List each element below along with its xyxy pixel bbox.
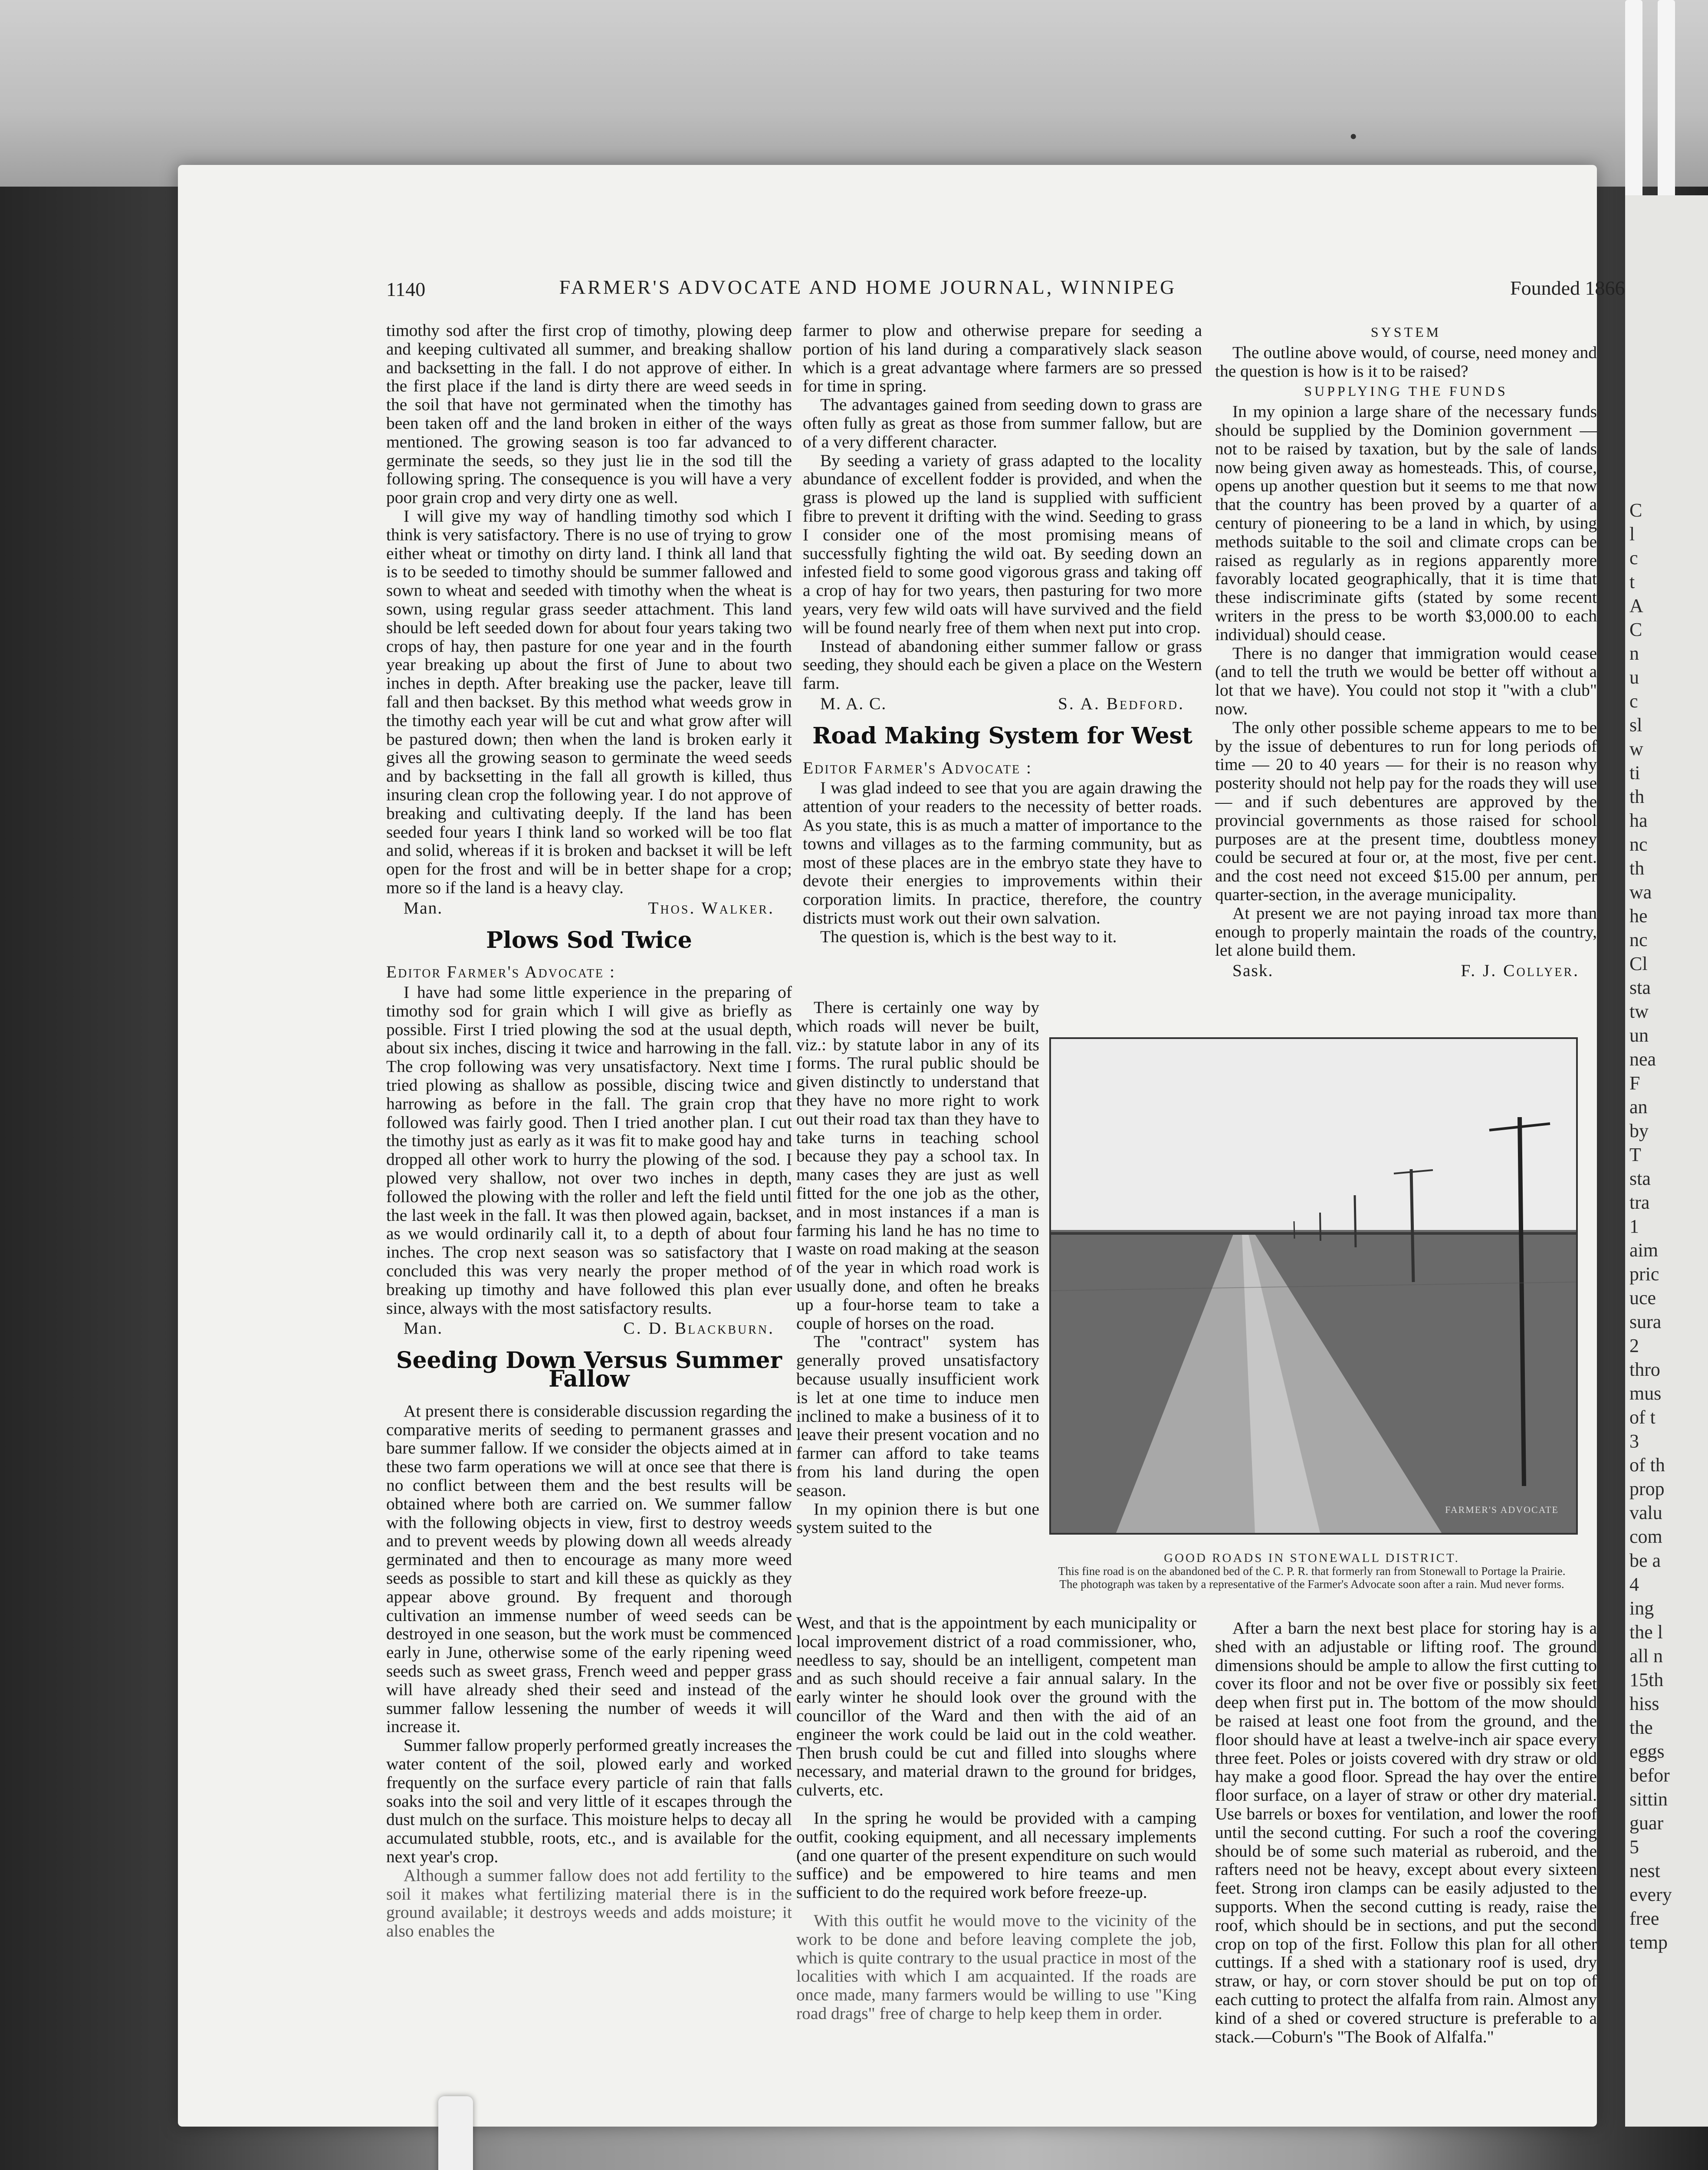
article-paragraph: Summer fallow properly performed greatly increases the water content of the soil, plowed early and worked frequently on the surface every particle of rain that falls soaks into the soil and very little of it escapes through the dust mulch on the surface. This moisture helps to decay all accumulated stubble, roots, etc., and is available for the next year's crop. — [386, 1736, 792, 1866]
facing-page-fragment: ha — [1629, 810, 1648, 831]
facing-page-fragment: of t — [1629, 1407, 1655, 1428]
facing-page-fragment: l — [1629, 523, 1635, 545]
facing-page-edge — [1625, 195, 1708, 2127]
facing-page-fragment: tw — [1629, 1001, 1649, 1022]
facing-page-fragment: valu — [1629, 1502, 1662, 1523]
facing-page-fragment: sl — [1629, 714, 1642, 736]
article-paragraph: At present we are not paying inroad tax more than enough to properly maintain the roads of the country, let alone build them. — [1215, 903, 1597, 960]
facing-page-fragment: be a — [1629, 1550, 1661, 1571]
facing-page-fragment: C — [1629, 619, 1642, 640]
facing-page-fragment: Cl — [1629, 953, 1648, 974]
editor-salutation: Editor Farmer's Advocate : — [803, 758, 1033, 777]
facing-page-fragment: c — [1629, 547, 1638, 569]
article-paragraph: farmer to plow and otherwise prepare for seeding a portion of his land during a comparatively slack season which is a great advantage where farmers are so pressed for time in spring. — [803, 321, 1202, 396]
scan-top-margin — [0, 0, 1708, 187]
caption-text: This fine road is on the abandoned bed of the C. P. R. that formerly ran from Stonewall to Portage la Prairie. The photograph was taken by a representative of the Farmer's Advocate soon after a rain. Mud never forms. — [1058, 1565, 1566, 1591]
article-paragraph: By seeding a variety of grass adapted to the locality abundance of excellent fodder is provided, and when the grass is plowed up the land is supplied with sufficient fibre to prevent it drifting with the wind. Seeding to grass I consider one of the most promising means of successfully fighting the wild oat. By seeding down an infested field to some good vigorous grass and taking off a crop of hay for two years, then pasturing for two more years, very few wild oats will have survived and the field will be found nearly free of them when next put into crop. — [803, 450, 1202, 637]
facing-page-fragment: the l — [1629, 1621, 1663, 1643]
facing-page-fragment: 3 — [1629, 1430, 1639, 1452]
facing-page-fragment: prop — [1629, 1478, 1665, 1499]
column-left — [386, 321, 792, 1940]
article-headline: Plows Sod Twice — [486, 927, 692, 953]
facing-page-fragment: 1 — [1629, 1216, 1639, 1237]
book-tab — [438, 2096, 473, 2170]
facing-page-fragment: eggs — [1629, 1741, 1665, 1762]
signature — [386, 1319, 792, 1338]
column-bottom-middle — [796, 1614, 1196, 2032]
article-paragraph: Instead of abandoning either summer fallow or grass seeding, they should each be given a place on the Western farm. — [803, 636, 1202, 693]
facing-page-fragment: of th — [1629, 1454, 1665, 1476]
facing-page-fragment: sura — [1629, 1311, 1662, 1332]
facing-page-fragment: pric — [1629, 1263, 1659, 1285]
facing-page-fragment: free — [1629, 1908, 1659, 1929]
article-paragraph: In the spring he would be provided with a camping outfit, cooking equipment, and all necessary implements (and one quarter of the present expenditure on such would suffice) and be empowered to hire teams and men sufficient to do the required work before freeze-up. — [796, 1808, 1196, 1902]
facing-page-fragment: he — [1629, 905, 1648, 927]
facing-page-fragment: guar — [1629, 1812, 1664, 1834]
facing-page-fragment: F — [1629, 1072, 1640, 1094]
facing-page-fragment: nc — [1629, 929, 1648, 950]
facing-page-fragment: mus — [1629, 1383, 1662, 1404]
signature — [386, 899, 792, 917]
caption-title: GOOD ROADS IN STONEWALL DISTRICT. — [1164, 1551, 1460, 1565]
facing-page-fragment: ing — [1629, 1598, 1654, 1619]
facing-page-fragment: th — [1629, 858, 1645, 879]
facing-page-fragment: A — [1629, 595, 1643, 616]
article-paragraph: In my opinion a large share of the necessary funds should be supplied by the Dominion government — not to be raised by taxation, but by the sale of lands now being given away as homesteads. This, of course, opens up another question but it seems to me that now that the country has been proved by a quarter of a century of pioneering to be a land in which, by using methods suitable to the soil and climate crops can be raised as regularly as in regions apparently more favorably located geographically, that it is time that these indiscriminate gifts (stated by some recent writers in the press to be worth $3,000.00 to each individual) should cease. — [1215, 402, 1597, 644]
signature — [803, 694, 1202, 713]
facing-page-fragment: w — [1629, 738, 1643, 760]
facing-page-fragment: 15th — [1629, 1669, 1664, 1690]
facing-page-fragment: n — [1629, 643, 1639, 664]
scan-mark: • — [1350, 124, 1357, 148]
facing-page-fragment: com — [1629, 1526, 1662, 1547]
facing-page-fragment: nc — [1629, 834, 1648, 855]
article-paragraph: Although a summer fallow does not add fertility to the soil it makes what fertilizing material there is in the ground available; it destroys weeds and adds moisture; it also enables the — [386, 1865, 792, 1941]
binding-bar — [1658, 0, 1675, 204]
facing-page-fragment: temp — [1629, 1932, 1668, 1953]
facing-page-fragment: by — [1629, 1120, 1649, 1141]
signature-name: F. J. Collyer. — [1461, 961, 1580, 980]
facing-page-fragment: T — [1629, 1144, 1641, 1165]
signature-place: Man. — [404, 898, 443, 917]
signature-place: Man. — [404, 1318, 443, 1338]
article-paragraph: I was glad indeed to see that you are again drawing the attention of your readers to the necessity of better roads. As you state, this is as much a matter of importance to the towns and villages as to the farming community, but as most of these places are in the embryo state they have to devote their energies to improvements within their corporation limits. In practice, therefore, the country districts must work out their own salvation. — [803, 778, 1202, 927]
facing-page-fragment: 5 — [1629, 1836, 1639, 1858]
facing-page-fragment: befor — [1629, 1765, 1670, 1786]
facing-page-fragment: hiss — [1629, 1693, 1659, 1714]
facing-page-fragment: t — [1629, 571, 1635, 592]
article-headline: Seeding Down Versus Summer Fallow — [396, 1347, 782, 1393]
road-illustration — [1051, 1039, 1576, 1533]
facing-page-fragment: sittin — [1629, 1789, 1668, 1810]
article-paragraph: After a barn the next best place for storing hay is a shed with an adjustable or lifting roof. The ground dimensions should be ample to allow the first cutting to cover its floor and not be over five or possibly six feet deep when first put in. The bottom of the mow should be raised at least one foot from the ground, and the floor should have at least a twelve-inch air space every three feet. Poles or joists covered with dry straw or old hay make a good floor. Spread the hay over the entire floor surface, on a layer of straw or other dry material. Use barrels or boxes for ventilation, and lower the roof until the second cutting. For such a roof the covering should be of some such material as ruberoid, and the rafters need not be heavy, except about every sixteen feet. Strong iron clamps can be easily adjusted to the supports. When the second cutting is ready, raise the roof, which should be in sections, and put the second crop on top of the first. Follow this plan for all other cuttings. If a shed with a stationary roof is used, dry straw, or hay, or corn stover should be put on top of each cutting to protect the alfalfa from rain. Almost any kind of a shed or covered structure is preferable to a stack.—Coburn's "The Book of Alfalfa." — [1215, 1618, 1597, 2046]
section-subhead: SYSTEM — [1370, 324, 1442, 340]
article-headline: Road Making System for West — [812, 722, 1192, 749]
photo-caption — [1049, 1552, 1574, 1591]
facing-page-fragment: c — [1629, 690, 1638, 712]
column-bottom-right — [1215, 1619, 1597, 2046]
facing-page-fragment: uce — [1629, 1287, 1656, 1309]
founded-note: Founded 1866 — [1510, 277, 1625, 299]
facing-page-fragment: nea — [1629, 1049, 1656, 1070]
article-paragraph: There is no danger that immigration would cease (and to tell the truth we would be better off without a lot that we have). You could not stop it "with a club" now. — [1215, 643, 1597, 718]
signature-name: S. A. Bedford. — [1058, 694, 1185, 713]
article-paragraph: There is certainly one way by which roads will never be built, viz.: by statute labor in any of its forms. The rural public should be given distinctly to understand that they have no more right to work out their road tax than they have to take turns in teaching school because they pay a school tax. In many cases they are just as well fitted for the one job as the other, and in most instances if a man is farming his land he has no time to waste on road making at the season of the year in which road work is usually done, and often he breaks up a four-horse team to take a couple of horses on the road. — [796, 998, 1039, 1333]
facing-page-fragment: C — [1629, 500, 1642, 521]
facing-page-fragment: wa — [1629, 881, 1652, 903]
column-middle — [803, 321, 1202, 946]
article-paragraph: West, and that is the appointment by each municipality or local improvement district of a road commissioner, who, needless to say, should be an intelligent, competent man and as such should receive a fair annual salary. In the early winter he should look over the ground with the councillor of the Ward and then with the aid of an engineer the work could be laid out in the cold weather. Then brush could be cut and filled into sloughs where necessary, and material drawn to the ground for bridges, culverts, etc. — [796, 1613, 1196, 1800]
column-right — [1215, 321, 1597, 989]
editor-salutation: Editor Farmer's Advocate : — [386, 962, 616, 982]
section-subhead: SUPPLYING THE FUNDS — [1304, 383, 1508, 399]
article-paragraph: I have had some little experience in the preparing of timothy sod for grain which I will give as briefly as possible. First I tried plowing the sod at the usual depth, about six inches, discing it twice and harrowing in the fall. The crop following was very unsatisfactory. Next time I tried plowing as shallow as possible, discing twice and harrowing as before in the fall. The grain crop that followed was fairly good. Then I tried another plan. I cut the timothy just as early as it was fit to make good hay and dropped all other work to hurry the plowing of the sod. I plowed very shallow, not over two inches in depth, followed the plowing with the roller and left the field until the last week in the fall. It was then plowed again, backset, as we would ordinarily call it, to a depth of about four inches. The crop next season was so satisfactory that I concluded this was very nearly the proper method of breaking up timothy and have followed this plan ever since, always with the most satisfactory results. — [386, 983, 792, 1318]
signature-name: C. D. Blackburn. — [623, 1318, 775, 1338]
article-paragraph: The "contract" system has generally proved unsatisfactory because usually insufficient work is let at one time to induce men inclined to make a business of it to leave their present vocation and no farmer can afford to take teams from his land during the open season. — [796, 1332, 1039, 1500]
facing-page-fragment: aim — [1629, 1240, 1658, 1261]
article-paragraph: The outline above would, of course, need money and the question is how is it to be raised? — [1215, 342, 1597, 381]
facing-page-fragment: all n — [1629, 1645, 1663, 1667]
facing-page-fragment: un — [1629, 1025, 1649, 1046]
page-number: 1140 — [386, 278, 426, 300]
facing-page-fragment: sta — [1629, 977, 1651, 998]
facing-page-fragment: th — [1629, 786, 1645, 807]
facing-page-fragment: thro — [1629, 1359, 1660, 1380]
signature — [1215, 961, 1597, 980]
photo-credit: FARMER'S ADVOCATE — [1445, 1504, 1559, 1515]
binding-bar — [1625, 0, 1642, 204]
signature-name: Thos. Walker. — [648, 898, 775, 917]
article-paragraph: With this outfit he would move to the vicinity of the work to be done and before leaving complete the job, which is quite contrary to the usual practice in most of the localities with which I am acquainted. If the roads are once made, many farmers would be willing to use "King road drags" free of charge to help keep them in order. — [796, 1910, 1196, 2023]
article-paragraph: I will give my way of handling timothy sod which I think is very satisfactory. There is no use of trying to grow either wheat or timothy on dirty land. I think all land that is to be seeded to timothy should be summer fallowed and sown to wheat and seeded with timothy when the wheat is sown, using regular grass seeder attachment. This land should be left seeded down for about four years taking two crops of hay, then pasture for one year and in the fourth year breaking up about the first of June to about two inches in depth. After breaking use the packer, leave till fall and then backset. By this method what weeds grow in the timothy each year will be cut and what grow after will be pastured down; then when the land is broken early it gives all the growing season to germinate the weed seeds and by backsetting in the fall all growth is killed, thus insuring clean crop the following year. I do not approve of breaking and cultivating deeply. If the land has been seeded four years I think land so worked will be too flat and solid, whereas if it is broken and backset it will be left open for the frost and will be in better shape for a crop; more so if the land is a heavy clay. — [386, 506, 792, 897]
column-narrow — [796, 998, 1039, 1537]
facing-page-fragment: tra — [1629, 1192, 1650, 1213]
facing-page-fragment: u — [1629, 667, 1639, 688]
facing-page-fragment: nest — [1629, 1860, 1660, 1881]
facing-page-fragment: every — [1629, 1884, 1672, 1905]
running-title: FARMER'S ADVOCATE AND HOME JOURNAL, WINNIPEG — [559, 276, 1177, 298]
article-paragraph: The question is, which is the best way to it. — [820, 927, 1117, 946]
signature-place: Sask. — [1232, 961, 1274, 980]
facing-page-fragment: an — [1629, 1096, 1648, 1118]
road-photograph — [1049, 1037, 1578, 1535]
article-paragraph: timothy sod after the first crop of timothy, plowing deep and keeping cultivated all summer, and breaking shallow and backsetting in the fall. I do not approve of either. In the first place if the land is dirty there are weed seeds in the soil that have not germinated when the timothy has been taken off and the land broken in either of the ways mentioned. The growing season is too far advanced to germinate the seeds, so they just lie in the sod till the following spring. The consequence is you will have a very poor grain crop and very dirty one as well. — [386, 321, 792, 507]
facing-page-fragment: ti — [1629, 762, 1640, 783]
article-paragraph: In my opinion there is but one system suited to the — [796, 1499, 1039, 1537]
facing-page-fragment: sta — [1629, 1168, 1651, 1189]
facing-page-fragment: the — [1629, 1717, 1653, 1738]
article-paragraph: The advantages gained from seeding down to grass are often fully as great as those from summer fallow, but are of a very different character. — [803, 395, 1202, 451]
article-paragraph: At present there is considerable discussion regarding the comparative merits of seeding to permanent grasses and bare summer fallow. If we consider the objects aimed at in these two farm operations we will at once see that there is no conflict between them and the best results will be obtained where both are carried on. We summer fallow with the following objects in view, first to destroy weeds and to prevent weeds by plowing down all weeds already germinated and then to encourage as many more weed seeds as possible to start and kill these as quickly as they appear above ground. By frequent and thorough cultivation an immense number of weed seeds can be destroyed in one season, but the work must be commenced early in June, otherwise some of the early ripening weed seeds such as sweet grass, French weed and pepper grass will have already shed their seed and instead of the summer fallow lessening the number of weeds it will increase it. — [386, 1401, 792, 1736]
facing-page-fragment: 2 — [1629, 1335, 1639, 1356]
article-paragraph: The only other possible scheme appears to me to be by the issue of debentures to run for long periods of time — 20 to 40 years — for their is no reason why posterity should not help pay for the roads they will use — and if such debentures are approved by the provincial governments as those raised for school purposes are at the present time, doubtless money could be secured at four or, at the most, five per cent. and the cost need not exceed $15.00 per annum, per quarter-section, in the average municipality. — [1215, 717, 1597, 904]
signature-place: M. A. C. — [820, 694, 887, 713]
facing-page-fragment: 4 — [1629, 1574, 1639, 1595]
